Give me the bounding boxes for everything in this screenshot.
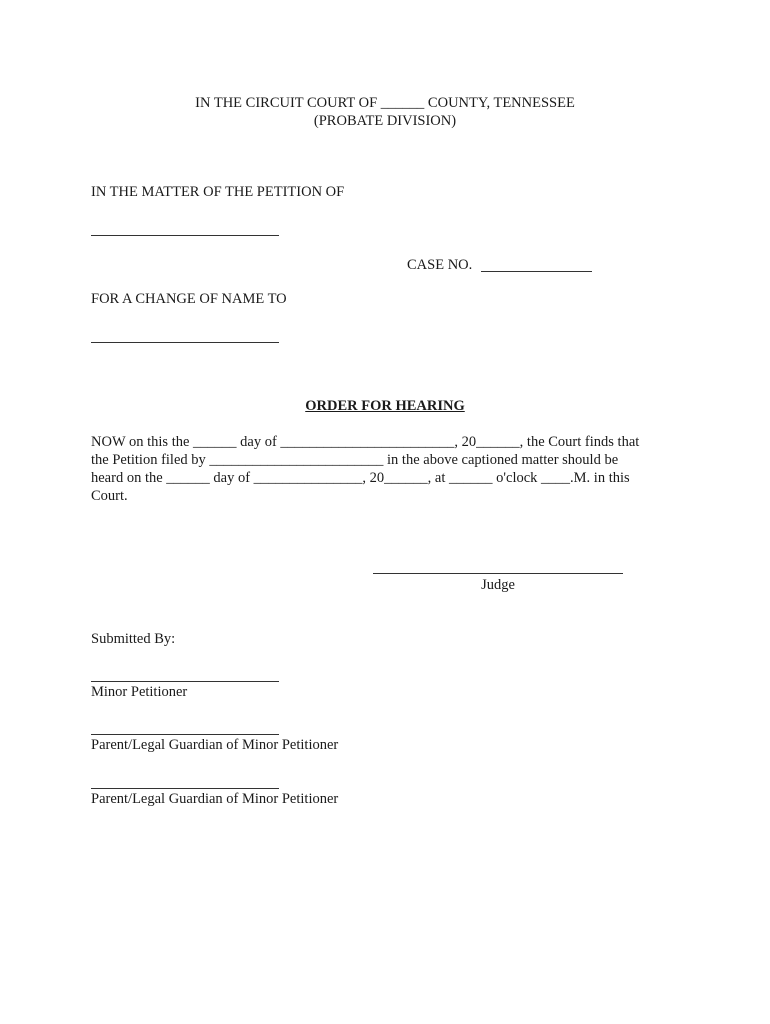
- judge-signature-line[interactable]: [373, 573, 623, 574]
- signer-guardian-1: Parent/Legal Guardian of Minor Petitioner: [91, 737, 339, 753]
- change-of-name: FOR A CHANGE OF NAME TO: [91, 291, 287, 307]
- judge-label: Judge: [481, 577, 515, 593]
- submitted-by-label: Submitted By:: [91, 631, 176, 647]
- order-line-4: Court.: [91, 488, 128, 504]
- signature-line-guardian-2[interactable]: [91, 788, 279, 789]
- petitioner-name-line[interactable]: [91, 235, 279, 236]
- signer-minor-petitioner: Minor Petitioner: [91, 684, 188, 700]
- order-line-1: NOW on this the ______ day of ________________________, 20______, the Court finds that: [91, 434, 640, 450]
- signature-line-minor[interactable]: [91, 681, 279, 682]
- case-number-line[interactable]: [481, 271, 592, 272]
- case-number-label: CASE NO.: [407, 257, 473, 273]
- order-line-3: heard on the ______ day of _______________, 20______, at ______ o'clock ____.M. in this: [91, 470, 630, 486]
- court-caption: IN THE CIRCUIT COURT OF ______ COUNTY, TENNESSEE: [195, 95, 575, 111]
- order-paragraph: [91, 433, 681, 505]
- matter-of-petition: IN THE MATTER OF THE PETITION OF: [91, 184, 345, 200]
- order-title: ORDER FOR HEARING: [305, 398, 465, 414]
- new-name-line[interactable]: [91, 342, 279, 343]
- division-caption: (PROBATE DIVISION): [313, 113, 457, 129]
- signature-line-guardian-1[interactable]: [91, 734, 279, 735]
- order-line-2: the Petition filed by ________________________ in the above captioned matter should be: [91, 452, 619, 468]
- signer-guardian-2: Parent/Legal Guardian of Minor Petitioner: [91, 791, 339, 807]
